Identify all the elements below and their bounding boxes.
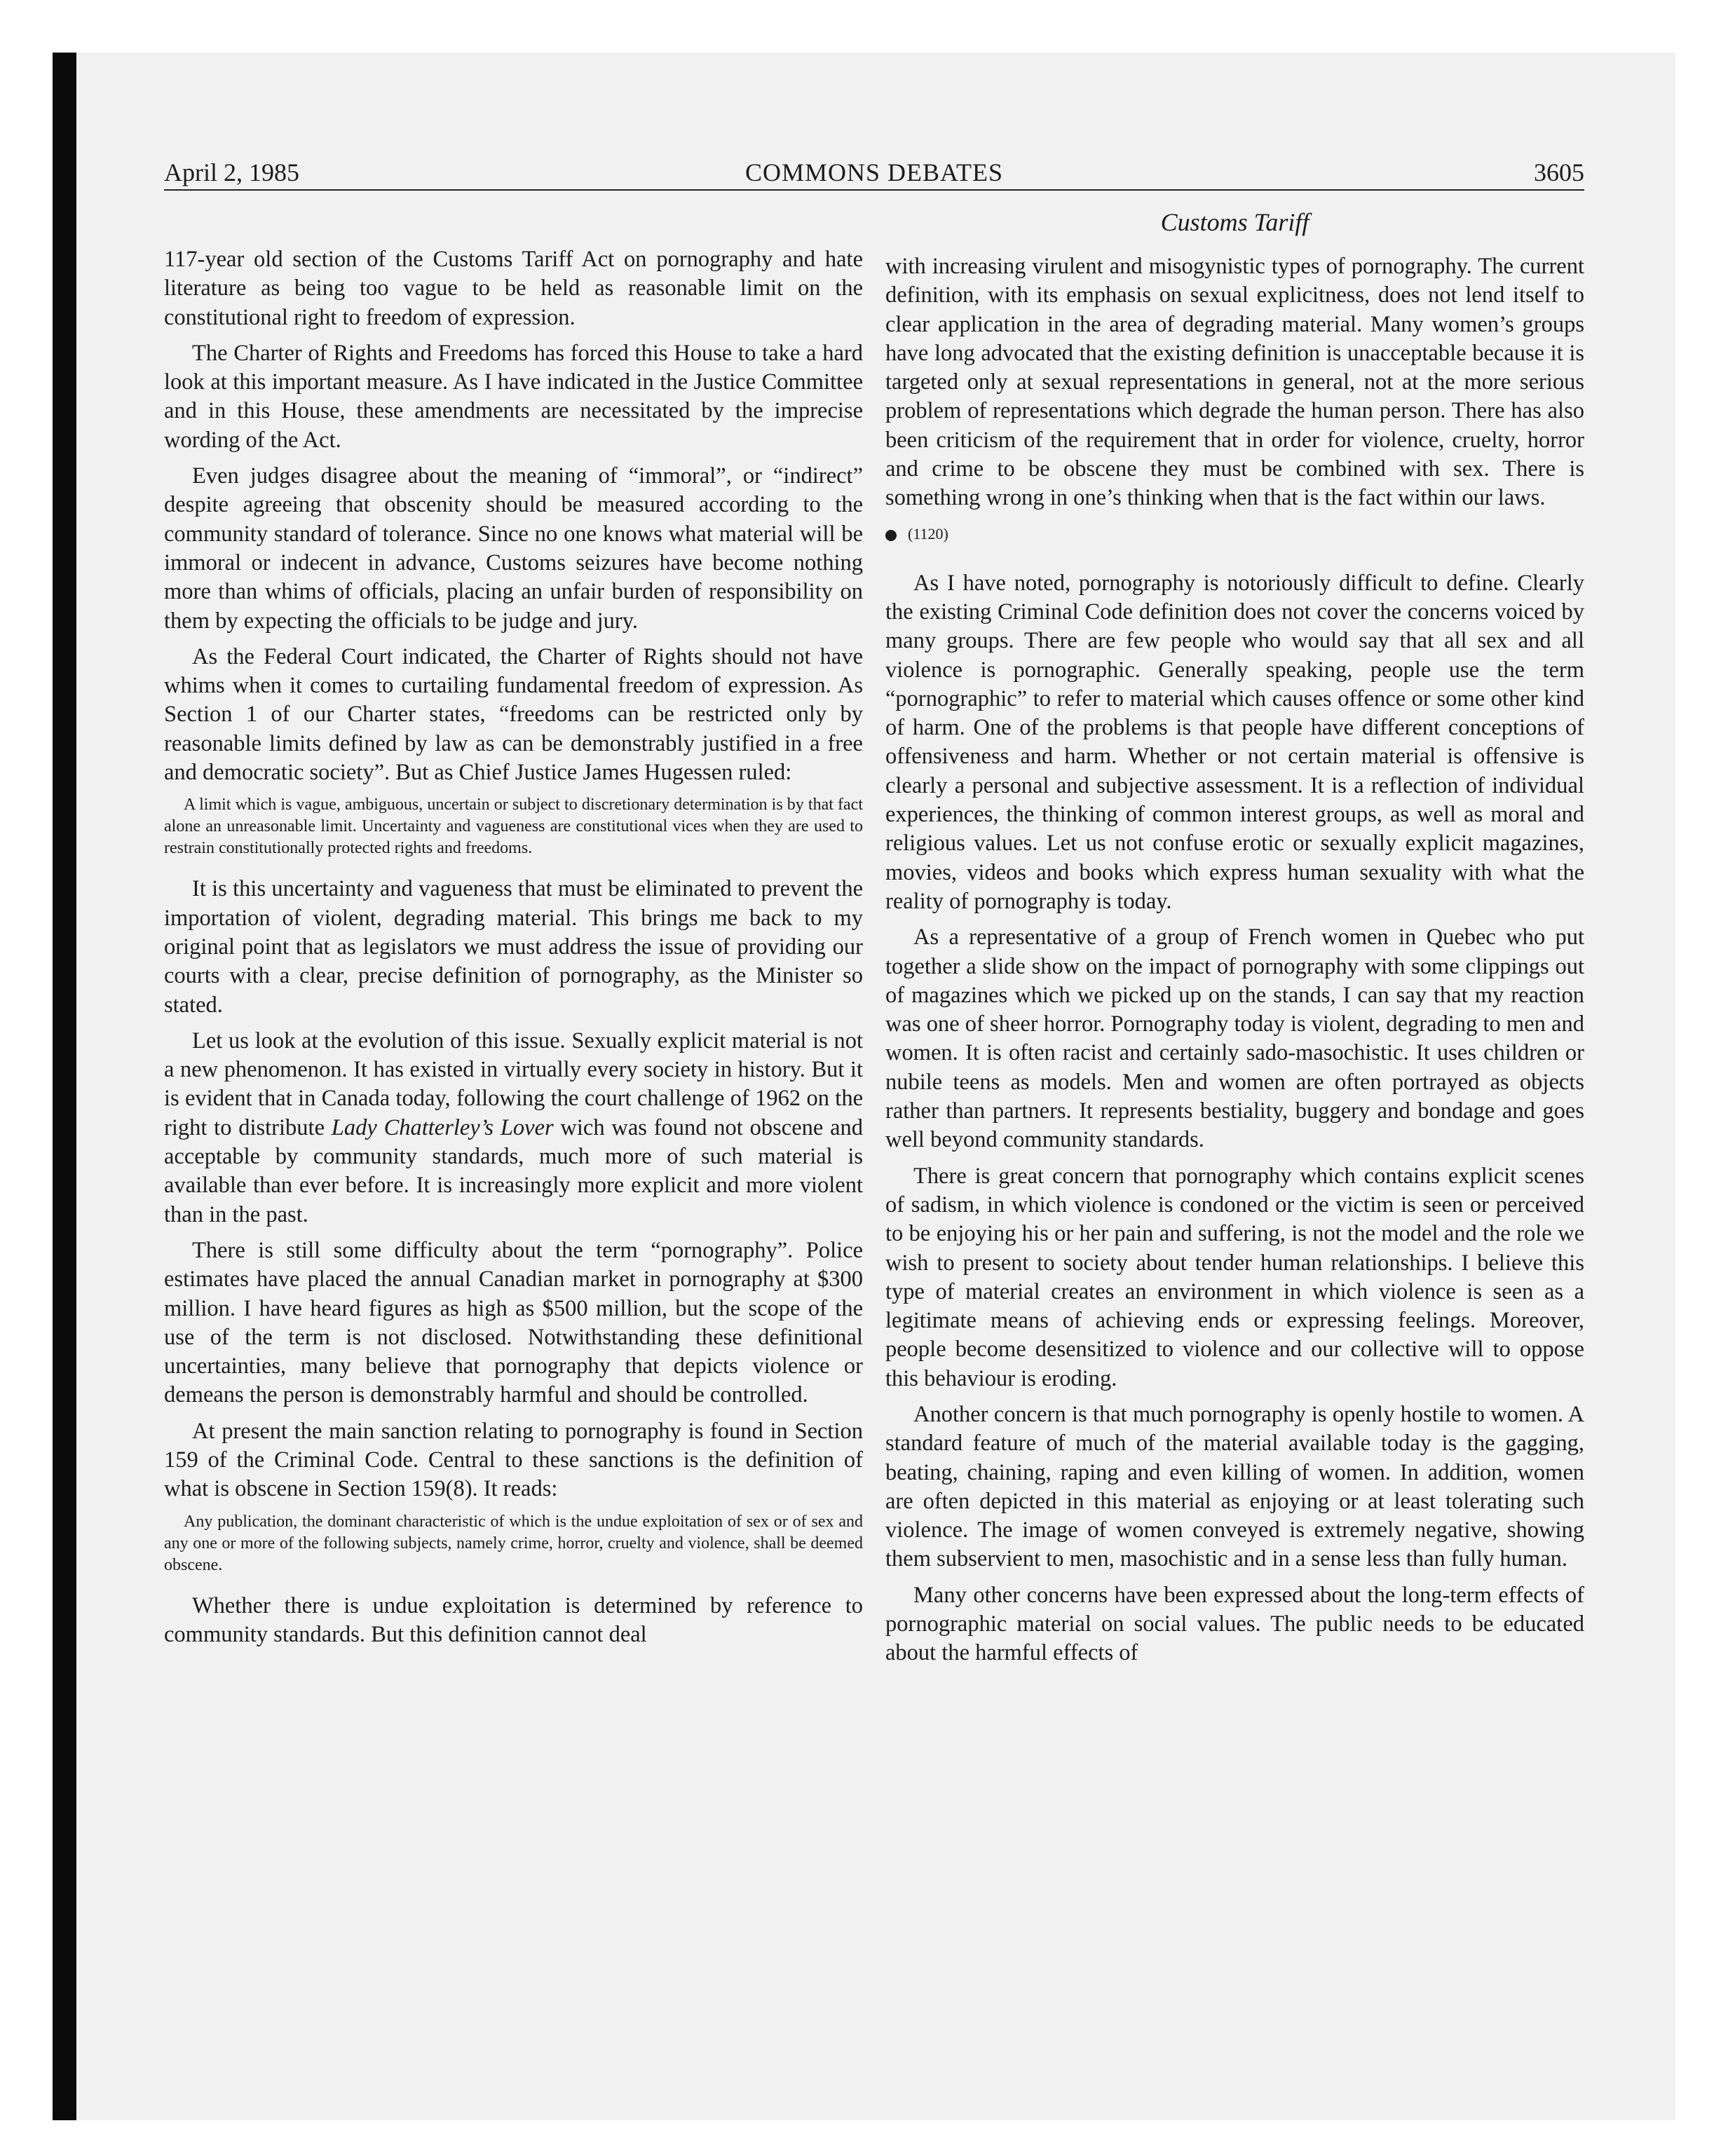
block-quote: Any publication, the dominant characteristic of which is the undue exploitation of sex or of sex and any one or more of the following subjects, namely crime, horror, cruelty and violence, shall be deemed obscene. xyxy=(164,1512,863,1574)
paragraph: The Charter of Rights and Freedoms has forced this House to take a hard look at this important measure. As I have indicated in the Justice Committee and in this House, these amendments are necessitated by the imprecise wording of the Act. xyxy=(164,340,863,453)
binding-edge xyxy=(53,53,76,2120)
bullet-icon xyxy=(885,530,897,541)
paragraph: There is still some difficulty about the term “pornography”. Police estimates have placed the annual Canadian market in pornography at $300 million. I have heard figures as high as $500 million, but the scope of the use of the term is not disclosed. Notwithstanding these definitional uncertainties, many believe that pornography that depicts violence or demeans the person is demonstrably harmful and should be controlled. xyxy=(164,1237,863,1408)
paragraph: As a representative of a group of French women in Quebec who put together a slide show on the impact of pornography with some clippings out of magazines which we picked up on the stands, I can say that my reaction was one of sheer horror. Pornography today is violent, degrading to men and women. It is often racist and certainly sado-masochistic. It uses children or nubile teens as models. Men and women are often portrayed as objects rather than partners. It represents bestiality, buggery and bondage and goes well beyond community standards. xyxy=(885,925,1584,1153)
paragraph xyxy=(164,1027,863,1229)
paragraph: Many other concerns have been expressed about the long-term effects of pornographic material on social values. The public needs to be educated about the harmful effects of xyxy=(885,1582,1584,1666)
paragraph-text: Let us look at the evolution of this issue. Sexually explicit material is not a new phenomenon. It has existed in virtually every society in history. But it is evident that in Canada today, following the court challenge of 1962 on the right to distribute xyxy=(164,1028,863,1140)
header-publication: COMMONS DEBATES xyxy=(744,158,1004,186)
book-title: Lady Chatterley’s Lover xyxy=(331,1114,554,1140)
block-quote: A limit which is vague, ambiguous, uncertain or subject to discretionary determination is by that fact alone an unreasonable limit. Uncertainty and vagueness are constitutional vices when they are used to restrain constitutionally protected rights and freedoms. xyxy=(164,796,863,858)
subject-heading: Customs Tariff xyxy=(1160,208,1309,236)
paragraph: As the Federal Court indicated, the Charter of Rights should not have whims when it comes to curtailing fundamental freedom of expression. As Section 1 of our Charter states, “freedoms can be restricted only by reasonable limits defined by law as can be demonstrably justified in a free and democratic society”. But as Chief Justice James Hugessen ruled: xyxy=(164,643,863,786)
paragraph: There is great concern that pornography which contains explicit scenes of sadism, in which violence is condoned or the victim is seen or perceived to be enjoying his or her pain and suffering, is not the model and the role we wish to present to society about tender human relationships. I believe this type of material creates an environment in which violence is seen as a legitimate means of achieving ends or expressing feelings. Moreover, people become desensitized to violence and our collective will to oppose this behaviour is eroding. xyxy=(885,1163,1584,1391)
header-page-number: 3605 xyxy=(1534,158,1584,186)
paragraph: Whether there is undue exploitation is determined by reference to community standards. But this definition cannot deal xyxy=(164,1592,863,1647)
left-column xyxy=(164,245,863,1656)
paragraph: with increasing virulent and misogynistic types of pornography. The current definition, with its emphasis on sexual explicitness, does not lend itself to clear application in the area of degrading material. Many women’s groups have long advocated that the existing definition is unacceptable because it is targeted only at sexual representations in general, not at the more serious problem of representations which degrade the human person. There has also been criticism of the requirement that in order for violence, cruelty, horror and crime to be obscene they must be combined with sex. There is something wrong in one’s thinking when that is the fact within our laws. xyxy=(885,254,1584,511)
header-date: April 2, 1985 xyxy=(164,158,299,186)
running-header xyxy=(164,158,1584,191)
paragraph: Another concern is that much pornography is openly hostile to women. A standard feature of much of the material available today is the gagging, beating, chaining, raping and even killing of women. In addition, women are often depicted in this material as enjoying or at least tolerating such violence. The image of women conveyed is extremely negative, showing them subservient to men, masochistic and in a sense less than fully human. xyxy=(885,1401,1584,1572)
time-marker-text: (1120) xyxy=(908,524,948,543)
paragraph: It is this uncertainty and vagueness that must be eliminated to prevent the importation of violent, degrading material. This brings me back to my original point that as legislators we must address the issue of providing our courts with a clear, precise definition of pornography, as the Minister so stated. xyxy=(164,876,863,1018)
paragraph: As I have noted, pornography is notoriously difficult to define. Clearly the existing Criminal Code definition does not cover the concerns voiced by many groups. There are few people who would say that all sex and all violence is pornographic. Generally speaking, people use the term “pornographic” to refer to material which causes offence or some other kind of harm. One of the problems is that people have different conceptions of offensiveness and harm. Whether or not certain material is offensive is clearly a personal and subjective assessment. It is a reflection of individual experiences, the thinking of common interest groups, as well as moral and religious values. Let us not confuse erotic or sexually explicit magazines, movies, videos and books which express human sexuality with what the reality of pornography is today. xyxy=(885,570,1584,914)
paragraph: Even judges disagree about the meaning of “immoral”, or “indirect” despite agreeing that obscenity should be measured according to the community standard of tolerance. Since no one knows what material will be immoral or indecent in advance, Customs seizures have become nothing more than whims of officials, placing an unfair burden of responsibility on them by expecting the officials to be judge and jury. xyxy=(164,463,863,634)
paragraph: At present the main sanction relating to pornography is found in Section 159 of the Criminal Code. Central to these sanctions is the definition of what is obscene in Section 159(8). It reads: xyxy=(164,1418,863,1502)
right-column xyxy=(885,252,1584,1675)
paragraph: 117-year old section of the Customs Tariff Act on pornography and hate literature as being too vague to be held as reasonable limit on the constitutional right to freedom of expression. xyxy=(164,247,863,330)
paragraph-text: wich was found not obscene and acceptable by community standards, much more of such material is available than ever before. It is increasingly more explicit and more violent than in the past. xyxy=(164,1114,863,1227)
time-marker xyxy=(885,520,1584,548)
